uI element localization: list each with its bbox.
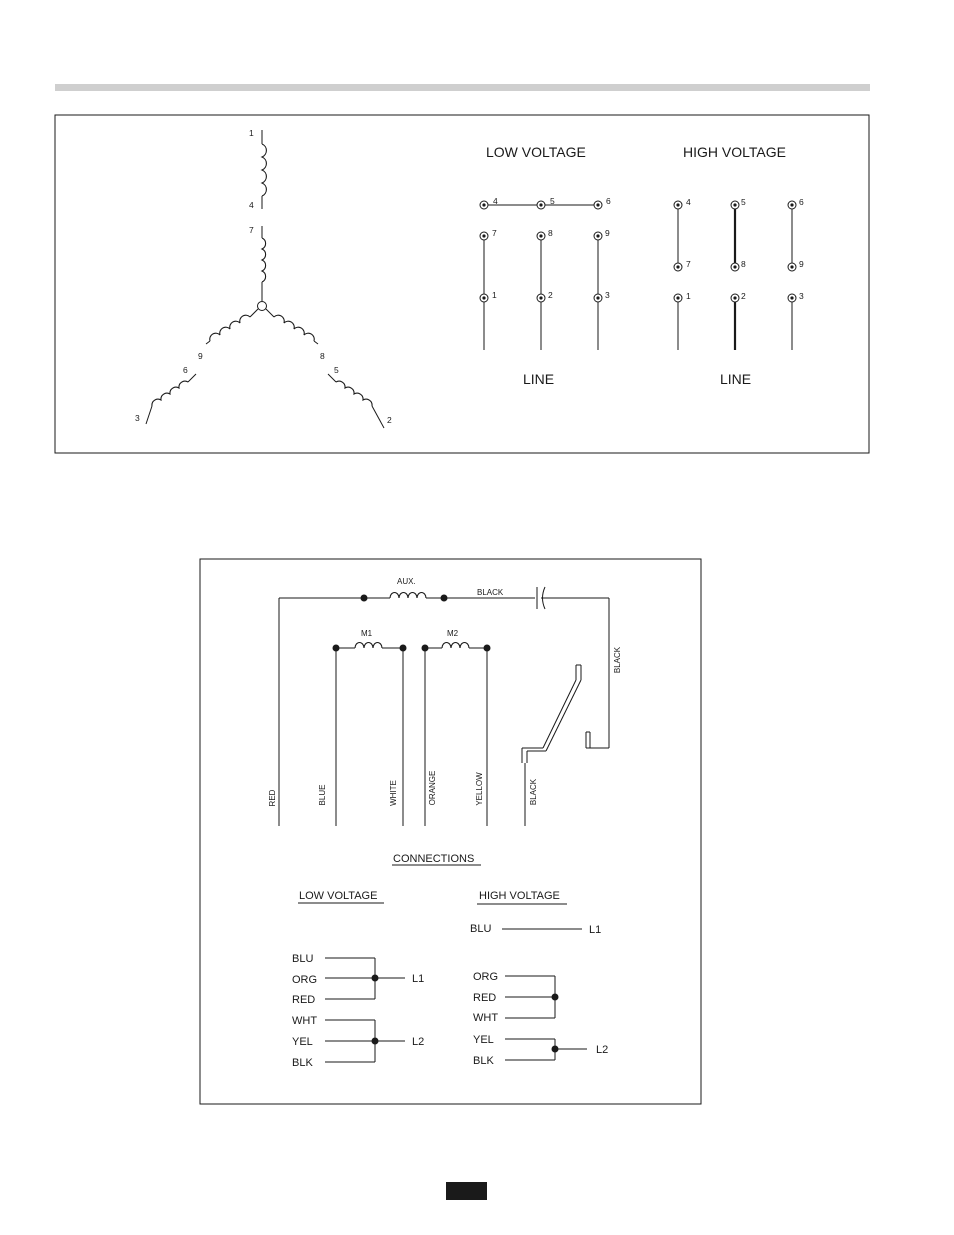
lv-l1-group [292, 953, 424, 1006]
low-voltage-title: LOW VOLTAGE [486, 144, 586, 160]
lv-lead-wht: WHT [292, 1015, 318, 1027]
terminal-lug [731, 201, 739, 209]
hv-label-3: 3 [799, 291, 804, 301]
terminal-lug [537, 201, 545, 209]
hv-lead-wht: WHT [473, 1012, 499, 1024]
m1-label: M1 [361, 629, 373, 638]
single-phase-diagram-frame [200, 559, 701, 1104]
terminal-lug [788, 294, 796, 302]
hv-l1-single [470, 923, 601, 936]
hv-connections-title: HIGH VOLTAGE [479, 890, 560, 902]
motor-diagram-frame [55, 115, 869, 453]
lv-label-2: 2 [548, 290, 553, 300]
lv-lead-blk: BLK [292, 1057, 313, 1069]
high-voltage-terminal-block [674, 144, 804, 387]
lv-label-3: 3 [605, 290, 610, 300]
terminal-lug [480, 294, 488, 302]
lv-lead-org: ORG [292, 974, 318, 986]
high-voltage-line-label: LINE [720, 371, 752, 387]
terminal-lug [594, 201, 602, 209]
coil-7-center [262, 226, 266, 301]
hv-lead-yel: YEL [473, 1034, 494, 1046]
coil-1-4 [262, 130, 266, 209]
high-voltage-title: HIGH VOLTAGE [683, 144, 786, 160]
terminal-lug [731, 294, 739, 302]
low-voltage-terminal-block [480, 144, 611, 387]
lv-l2-label: L2 [412, 1036, 425, 1048]
page-number-tab [446, 1182, 487, 1200]
white-wire-label: WHITE [389, 780, 398, 806]
terminal-lug [594, 232, 602, 240]
star-point-node [258, 302, 267, 311]
wye-winding-schematic [135, 128, 392, 428]
terminal-label-2: 2 [387, 415, 392, 425]
hv-label-6: 6 [799, 197, 804, 207]
junction-dot [333, 645, 340, 652]
lv-label-9: 9 [605, 228, 610, 238]
coil-center-8 [266, 309, 318, 344]
hv-lead-blk: BLK [473, 1055, 494, 1067]
black-switch-wire-label: BLACK [529, 778, 538, 806]
hv-lead-red: RED [473, 992, 497, 1004]
terminal-lug [480, 232, 488, 240]
hv-label-7: 7 [686, 259, 691, 269]
terminal-lug [674, 201, 682, 209]
lv-label-1: 1 [492, 290, 497, 300]
hv-lead-blu: BLU [470, 923, 492, 935]
lv-lead-red: RED [292, 994, 316, 1006]
terminal-lug [788, 201, 796, 209]
aux-winding [390, 593, 426, 598]
lv-label-5: 5 [550, 196, 555, 206]
terminal-label-7: 7 [249, 225, 254, 235]
junction-dot [422, 645, 429, 652]
lv-connections-title: LOW VOLTAGE [299, 890, 378, 902]
coil-6-3 [146, 374, 196, 424]
hv-label-4: 4 [686, 197, 691, 207]
hv-label-8: 8 [741, 259, 746, 269]
lv-lead-yel: YEL [292, 1036, 313, 1048]
hv-group-a [473, 971, 559, 1024]
hv-l1-label: L1 [589, 924, 602, 936]
single-phase-schematic [268, 577, 622, 1069]
hv-label-5: 5 [741, 197, 746, 207]
terminal-label-1: 1 [249, 128, 254, 138]
terminal-lug [788, 263, 796, 271]
junction-dot [441, 595, 448, 602]
coil-5-2 [328, 374, 384, 428]
terminal-lug [674, 294, 682, 302]
terminal-label-6: 6 [183, 365, 188, 375]
lv-label-8: 8 [548, 228, 553, 238]
lv-l1-label: L1 [412, 973, 425, 985]
yellow-wire-label: YELLOW [475, 772, 484, 806]
hv-label-1: 1 [686, 291, 691, 301]
lv-label-7: 7 [492, 228, 497, 238]
terminal-lug [537, 294, 545, 302]
junction-dot [484, 645, 491, 652]
junction-dot [361, 595, 368, 602]
main-winding-m1 [355, 643, 382, 649]
terminal-lug [480, 201, 488, 209]
hv-l2-group [473, 1034, 608, 1067]
hv-label-9: 9 [799, 259, 804, 269]
aux-label: AUX. [397, 577, 416, 586]
connections-title: CONNECTIONS [393, 853, 475, 865]
black-top-wire-label: BLACK [477, 588, 504, 597]
lv-lead-blu: BLU [292, 953, 314, 965]
terminal-lug [594, 294, 602, 302]
terminal-label-9: 9 [198, 351, 203, 361]
hv-label-2: 2 [741, 291, 746, 301]
terminal-label-4: 4 [249, 200, 254, 210]
lv-label-4: 4 [493, 196, 498, 206]
terminal-lug [537, 232, 545, 240]
hv-l2-label: L2 [596, 1044, 609, 1056]
coil-center-9 [206, 309, 258, 344]
terminal-label-8: 8 [320, 351, 325, 361]
orange-wire-label: ORANGE [428, 770, 437, 806]
main-winding-m2 [442, 643, 469, 649]
terminal-label-3: 3 [135, 413, 140, 423]
lv-l2-group [292, 1015, 424, 1069]
blue-wire-label: BLUE [318, 784, 327, 806]
black-right-wire-label: BLACK [613, 646, 622, 674]
terminal-lug [674, 263, 682, 271]
hv-lead-org: ORG [473, 971, 499, 983]
terminal-label-5: 5 [334, 365, 339, 375]
red-wire-label: RED [268, 789, 277, 807]
terminal-lug [731, 263, 739, 271]
m2-label: M2 [447, 629, 459, 638]
lv-label-6: 6 [606, 196, 611, 206]
low-voltage-line-label: LINE [523, 371, 555, 387]
junction-dot [400, 645, 407, 652]
